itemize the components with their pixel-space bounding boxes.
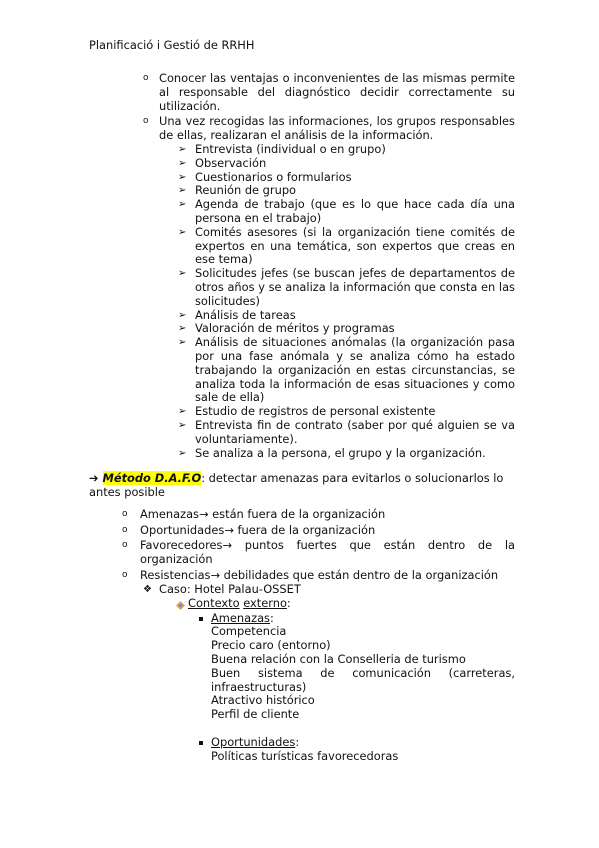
list-item-line: ese tema): [195, 252, 253, 267]
list-item-line: Valoración de méritos y programas: [195, 321, 395, 336]
amenaza-item: Buena relación con la Conselleria de turismo: [211, 652, 466, 666]
context-icon: [176, 599, 185, 608]
amenaza-item: Atractivo histórico: [211, 693, 315, 708]
arrow-bullet-icon: ➢: [178, 199, 187, 211]
paragraph-line: de ellas, realizaran el análisis de la información.: [159, 128, 434, 143]
list-item-line: Agenda de trabajo (que es lo que hace cada día una: [195, 197, 515, 212]
dafo-item-text: están fuera de la organización: [208, 506, 386, 521]
dafo-item-text: debilidades que están dentro de la organización: [220, 568, 499, 582]
arrow-bullet-icon: ➢: [178, 309, 187, 321]
list-item-line: Reunión de grupo: [195, 183, 297, 198]
circle-bullet-icon: o: [143, 73, 149, 83]
colon: :: [286, 595, 291, 610]
square-bullet-icon: [199, 741, 203, 745]
list-item-line: expertos en una temática, son expertos que creas en: [195, 238, 515, 253]
arrow-bullet-icon: ➢: [178, 226, 187, 238]
amenaza-item: Competencia: [211, 624, 287, 639]
oportunidades-word: Oportunidades: [211, 735, 296, 749]
list-item-line: analiza toda la información de esas situaciones y como: [195, 376, 515, 391]
list-item-line: Análisis de tareas: [195, 307, 296, 322]
dafo-heading-line: [89, 472, 515, 486]
list-item-line: voluntariamente).: [195, 431, 298, 446]
list-item-line: trabajando la organización en estas circunstancias, se: [195, 362, 515, 377]
list-item-line: otros años y se analiza la información que consta en las: [195, 280, 515, 294]
list-item-line: persona en el trabajo): [195, 211, 322, 225]
contexto-externo-label: [188, 597, 291, 611]
list-item-line: Análisis de situaciones anómalas (la organización pasa: [195, 335, 515, 350]
paragraph-line: al responsable del diagnóstico decidir correctamente su: [159, 84, 515, 99]
colon: :: [270, 610, 274, 625]
arrow-bullet-icon: ➢: [178, 157, 187, 169]
oportunidades-label: [211, 736, 299, 750]
circle-bullet-icon: o: [122, 508, 128, 519]
circle-bullet-icon: o: [122, 524, 128, 535]
amenaza-item: Perfil de cliente: [211, 707, 300, 722]
paragraph-line: utilización.: [159, 98, 221, 113]
amenaza-item: Precio caro (entorno): [211, 638, 331, 653]
caso-label: Caso: Hotel Palau-OSSET: [159, 582, 301, 596]
arrow-bullet-icon: ➢: [178, 268, 187, 280]
list-item-line: Observación: [195, 155, 267, 170]
arrow-right-icon: →: [224, 522, 234, 537]
dafo-description-cont: antes posible: [89, 484, 165, 499]
amenazas-label: [211, 612, 274, 626]
arrow-bullet-icon: ➢: [178, 323, 187, 335]
dafo-item-line-cont: organización: [140, 552, 213, 567]
list-item-line: Cuestionarios o formularios: [195, 169, 352, 184]
paragraph-line: Una vez recogidas las informaciones, los grupos responsables: [159, 114, 515, 129]
dafo-item-line: [140, 508, 515, 522]
paragraph-line: Conocer las ventajas o inconvenientes de las mismas permite: [159, 71, 515, 85]
amenazas-word: Amenazas: [211, 610, 270, 625]
arrow-right-icon: →: [199, 506, 209, 521]
list-item-line: Estudio de registros de personal existente: [195, 404, 436, 419]
diamond-bullet-icon: ❖: [143, 584, 152, 595]
arrow-bullet-icon: ➢: [178, 406, 187, 418]
list-item-line: Comités asesores (si la organización tiene comités de: [195, 224, 515, 239]
arrow-bullet-icon: ➢: [178, 337, 187, 349]
dafo-item-text: puntos fuertes que están dentro de la: [232, 538, 515, 553]
externo-word: externo: [243, 595, 287, 610]
page-header: Planificació i Gestió de RRHH: [89, 38, 255, 52]
colon: :: [295, 735, 300, 749]
dafo-item-text: fuera de la organización: [233, 522, 376, 537]
dafo-item-line: [140, 569, 515, 583]
dafo-description: : detectar amenazas para evitarlos o solucionarlos lo: [201, 471, 504, 485]
list-item-line: Solicitudes jefes (se buscan jefes de departamentos de: [195, 266, 515, 281]
arrow-bullet-icon: ➢: [178, 144, 187, 155]
arrow-bullet-icon: ➢: [178, 420, 187, 431]
list-item-line: Entrevista (individual o en grupo): [195, 142, 386, 156]
list-item-line: solicitudes): [195, 293, 260, 308]
dafo-item-head: Oportunidades: [140, 522, 225, 537]
list-item-line: Se analiza a la persona, el grupo y la organización.: [195, 445, 486, 460]
dafo-item-head: Amenazas: [140, 506, 199, 521]
contexto-word: Contexto: [188, 595, 240, 610]
dafo-item-line: [140, 539, 515, 553]
amenaza-item: Buen sistema de comunicación (carreteras,: [211, 665, 515, 680]
dafo-item-head: Favorecedores: [140, 538, 223, 553]
arrow-bullet-icon: ➢: [178, 185, 187, 197]
list-item-line: Entrevista fin de contrato (saber por qué alguien se va: [195, 418, 515, 432]
dafo-title: Método D.A.F.O: [102, 471, 202, 485]
arrow-bullet-icon: ➢: [178, 171, 187, 183]
dafo-item-head: Resistencias: [140, 568, 211, 582]
circle-bullet-icon: o: [122, 540, 128, 551]
list-item-line: sale de ella): [195, 390, 265, 405]
circle-bullet-icon: o: [122, 570, 128, 580]
circle-bullet-icon: o: [143, 116, 149, 127]
square-bullet-icon: [199, 617, 203, 621]
amenaza-item: infraestructuras): [211, 679, 307, 694]
oportunidad-item: Políticas turísticas favorecedoras: [211, 748, 399, 763]
list-item-line: por una fase anómala y se analiza cómo ha estado: [195, 349, 515, 363]
arrow-bullet-icon: ➢: [178, 447, 187, 459]
dafo-item-line: [140, 524, 515, 538]
dafo-arrow-icon: ➔: [89, 471, 103, 485]
arrow-right-icon: →: [210, 568, 221, 582]
arrow-right-icon: →: [222, 538, 233, 553]
